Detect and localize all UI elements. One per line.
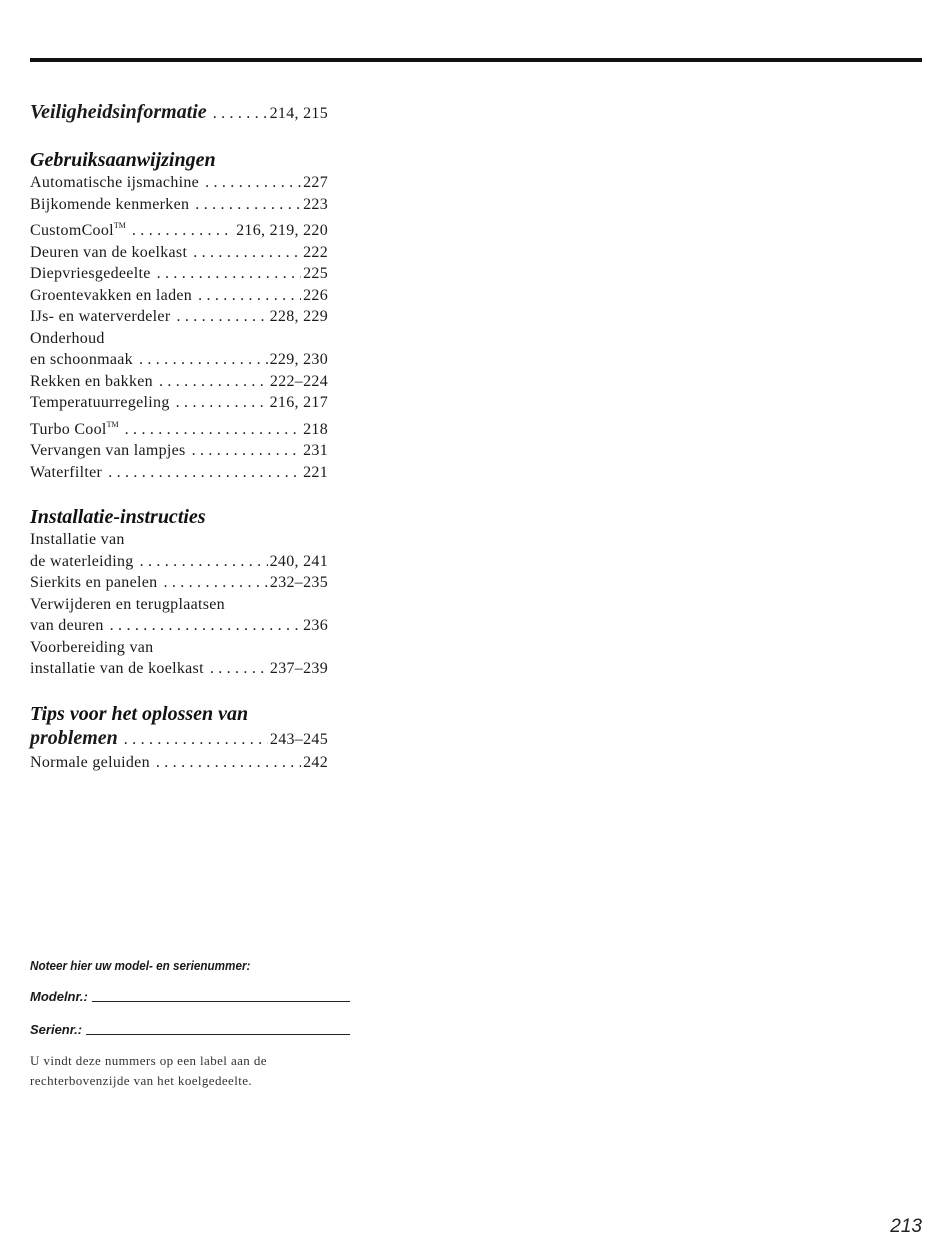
dot-leader <box>213 102 268 126</box>
dot-leader <box>132 220 234 242</box>
page-ref: 222–224 <box>269 372 328 390</box>
page-ref: 214, 215 <box>269 105 328 122</box>
page-ref: 221 <box>303 463 328 481</box>
entry-label: Temperatuurregeling <box>30 394 170 411</box>
page-ref: 216, 219, 220 <box>236 222 328 239</box>
entry-label: Rekken en bakken <box>30 372 153 390</box>
dot-leader <box>193 242 301 264</box>
dot-leader <box>139 349 268 371</box>
entry-label-line: Installatie van <box>30 531 125 548</box>
entry-label: CustomCool™ <box>30 221 126 239</box>
entry-label: van deuren <box>30 617 104 634</box>
section-title: Gebruiksaanwijzingen <box>30 149 216 171</box>
page-ref: 223 <box>303 195 328 213</box>
section-title: Veiligheidsinformatie <box>30 101 207 123</box>
dot-leader <box>140 551 268 573</box>
model-number-field[interactable] <box>30 987 350 1004</box>
record-title: Noteer hier uw model- en serienummer: <box>30 958 251 973</box>
entry-label: Vervangen van lampjes <box>30 442 186 459</box>
toc-entry[interactable] <box>30 615 328 637</box>
page-ref: 216, 217 <box>269 394 328 411</box>
section-title: Installatie-instructies <box>30 506 206 528</box>
dot-leader <box>192 440 302 462</box>
serial-number-field[interactable] <box>30 1020 350 1037</box>
entry-label-line: Verwijderen en terugplaatsen <box>30 595 225 613</box>
page-ref: 240, 241 <box>269 552 328 570</box>
model-number-label: Modelnr.: <box>30 989 88 1004</box>
page-ref: 243–245 <box>269 730 328 748</box>
page-ref: 226 <box>303 286 328 304</box>
toc-entry[interactable] <box>30 263 328 285</box>
toc-entry[interactable] <box>30 285 328 307</box>
toc-entry-safety[interactable] <box>30 100 328 126</box>
toc-entry[interactable] <box>30 242 328 264</box>
table-of-contents <box>30 100 328 795</box>
toc-entry[interactable] <box>30 215 328 242</box>
page-ref: 237–239 <box>269 660 328 677</box>
toc-entry[interactable] <box>30 371 328 393</box>
trademark-mark: TM <box>113 221 126 230</box>
toc-entry[interactable] <box>30 752 328 774</box>
toc-entry[interactable] <box>30 440 328 462</box>
section-safety <box>30 100 328 126</box>
dot-leader <box>125 419 301 441</box>
entry-label: installatie van de koelkast <box>30 660 204 677</box>
dot-leader <box>157 263 301 285</box>
dot-leader <box>210 658 268 680</box>
entry-label: Deuren van de koelkast <box>30 243 188 261</box>
section-usage <box>30 148 328 483</box>
toc-entry[interactable] <box>30 172 328 194</box>
entry-label: Automatische ijsmachine <box>30 174 200 191</box>
page-ref: 231 <box>303 442 328 459</box>
page-ref: 229, 230 <box>269 351 328 368</box>
section-installation <box>30 505 328 680</box>
record-note: U vindt deze nummers op een label aan de rechterbovenzijde van het koelgedeelte. <box>30 1053 267 1088</box>
dot-leader <box>198 285 301 307</box>
dot-leader <box>176 392 268 414</box>
dot-leader <box>163 572 267 594</box>
toc-entry[interactable] <box>30 306 328 328</box>
page-number: 213 <box>890 1216 922 1237</box>
entry-label: Sierkits en panelen <box>30 574 158 591</box>
entry-label: Turbo Cool™ <box>30 419 119 438</box>
dot-leader <box>205 172 301 194</box>
dot-leader <box>124 728 268 752</box>
entry-label: IJs- en waterverdeler <box>30 308 171 325</box>
toc-entry[interactable] <box>30 658 328 680</box>
page-ref: 227 <box>303 174 328 191</box>
entry-label: de waterleiding <box>30 552 134 570</box>
toc-entry[interactable] <box>30 349 328 371</box>
dot-leader <box>176 306 267 328</box>
dot-leader <box>156 752 301 774</box>
entry-label: Groentevakken en laden <box>30 286 193 304</box>
model-number-line[interactable] <box>92 987 350 1002</box>
page-ref: 218 <box>303 420 328 438</box>
entry-label-line: Voorbereiding van <box>30 638 154 656</box>
entry-label: en schoonmaak <box>30 351 133 368</box>
entry-label: Waterfilter <box>30 463 103 481</box>
dot-leader <box>159 371 268 393</box>
page-ref: 242 <box>303 753 328 771</box>
toc-entry[interactable] <box>30 194 328 216</box>
toc-entry[interactable] <box>30 414 328 441</box>
trademark-mark: TM <box>106 419 119 429</box>
dot-leader <box>110 615 301 637</box>
dot-leader <box>108 462 301 484</box>
section-troubleshooting <box>30 702 328 774</box>
serial-number-line[interactable] <box>86 1020 350 1035</box>
page-ref: 225 <box>303 265 328 282</box>
page-ref: 222 <box>303 243 328 261</box>
toc-entry[interactable] <box>30 551 328 573</box>
dot-leader <box>195 194 301 216</box>
entry-label: Diepvriesgedeelte <box>30 265 151 282</box>
model-serial-record <box>30 958 350 1091</box>
toc-entry[interactable] <box>30 462 328 484</box>
entry-label: Bijkomende kenmerken <box>30 195 190 213</box>
serial-number-label: Serienr.: <box>30 1022 83 1037</box>
toc-entry[interactable] <box>30 392 328 414</box>
top-rule <box>30 58 922 62</box>
page-ref: 228, 229 <box>269 308 328 325</box>
entry-label: Normale geluiden <box>30 753 150 771</box>
page-ref: 236 <box>303 617 328 634</box>
entry-label-line: Onderhoud <box>30 329 105 347</box>
toc-entry-troubleshooting[interactable] <box>30 726 328 752</box>
page-ref: 232–235 <box>269 574 328 591</box>
section-title: Tips voor het oplossen van <box>30 702 249 725</box>
section-title-continued: problemen <box>30 726 118 749</box>
toc-entry[interactable] <box>30 572 328 594</box>
